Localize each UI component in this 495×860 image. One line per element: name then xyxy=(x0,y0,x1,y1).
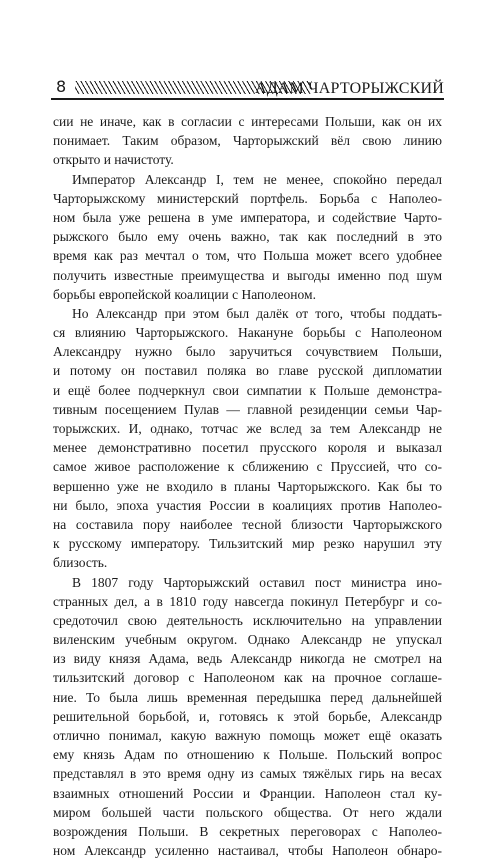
text-line: ему князь Адам по отношению к Польше. Польский вопрос xyxy=(53,747,442,763)
text-line: тивным посещением Пулав — главной резиденции семьи Чар- xyxy=(53,401,442,417)
text-line: ся влиянию Чарторыжского. Накануне борьбы с Наполеоном xyxy=(53,325,442,341)
text-line: тильзитский договор с Наполеоном как на прочное соглаше- xyxy=(53,670,442,686)
text-line: получить известные преимущества и выгоды именно под шум xyxy=(53,267,442,283)
text-line: и ещё более подчеркнул свои симпатии к Польше демонстра- xyxy=(53,382,442,398)
text-line: Чарторыжскому министерский портфель. Борьба с Наполео- xyxy=(53,190,442,206)
text-line: вершенно уже не входило в планы Чарторыжского. Как бы то xyxy=(53,478,442,494)
text-line: Но Александр при этом был далёк от того, чтобы поддать- xyxy=(72,305,442,321)
text-line: средоточил свою деятельность исключительно на управлении xyxy=(53,612,442,628)
text-line: понимает. Таким образом, Чарторыжский вёл свою линию xyxy=(53,133,442,149)
text-line: близость. xyxy=(53,555,108,571)
text-line: из виду князя Адама, ведь Александр никогда не смотрел на xyxy=(53,651,442,667)
text-line: и потому он поставил поляка во главе русской дипломатии xyxy=(53,363,442,379)
text-line: виленским учебным округом. Однако Александр не упускал xyxy=(53,632,442,648)
page-number: 8 xyxy=(56,77,67,96)
text-line: Александру нужно было заручиться сочувствием Польши, xyxy=(53,344,442,360)
text-line: ном была уже решена в уме императора, и содействие Чарто- xyxy=(53,209,442,225)
text-line: к русскому императору. Тильзитский мир резко нарушил эту xyxy=(53,536,442,552)
text-line: представлял в это время одну из самых тяжёлых гирь на весах xyxy=(53,766,442,782)
text-line: рыжского было ему очень важно, так как последний в это xyxy=(53,229,442,245)
text-line: время как раз мечтал о том, что Польша может всего удобнее xyxy=(53,248,442,264)
text-line: менее демонстративно посетил прусского короля и выказал xyxy=(53,440,442,456)
text-line: странных дел, а в 1810 году навсегда покинул Петербург и со- xyxy=(53,593,442,609)
text-line: торыжских. И, однако, тотчас же вслед за тем Александр не xyxy=(53,421,442,436)
running-title: АДАМ ЧАРТОРЫЖСКИЙ xyxy=(254,80,444,97)
text-line: самое живое расположение к сближению с Пруссией, что со- xyxy=(53,459,442,475)
text-line: В 1807 году Чарторыжский оставил пост министра ино- xyxy=(72,574,442,590)
text-line: на составила пору наиболее тесной близости Чарторыжского xyxy=(53,516,442,532)
text-line: ном Александр усиленно настаивал, чтобы Наполеон обнаро- xyxy=(53,843,442,859)
running-header xyxy=(51,77,444,100)
text-line: открыто и начистоту. xyxy=(53,152,174,168)
text-line: миром большей части польского общества. От него ждали xyxy=(53,804,442,820)
text-line: ни было, эпоха участия России в коалициях против Наполео- xyxy=(53,497,442,513)
text-line: ние. То была лишь временная передышка перед дальнейшей xyxy=(53,689,442,705)
text-line: Император Александр I, тем не менее, спокойно передал xyxy=(72,171,442,187)
text-line: отлично понимал, какую важную помощь может ещё оказать xyxy=(53,728,442,743)
text-line: взаимных отношений России и Франции. Наполеон стал ку- xyxy=(53,785,442,801)
text-line: возрождения Польши. В секретных переговорах с Наполео- xyxy=(53,823,442,839)
text-line: сии не иначе, как в согласии с интересами Польши, как он их xyxy=(53,114,442,129)
text-line: решительной борьбой, и, готовясь к этой борьбе, Александр xyxy=(53,708,442,724)
text-line: борьбы европейской коалиции с Наполеоном. xyxy=(53,286,316,302)
body-text xyxy=(53,112,442,860)
